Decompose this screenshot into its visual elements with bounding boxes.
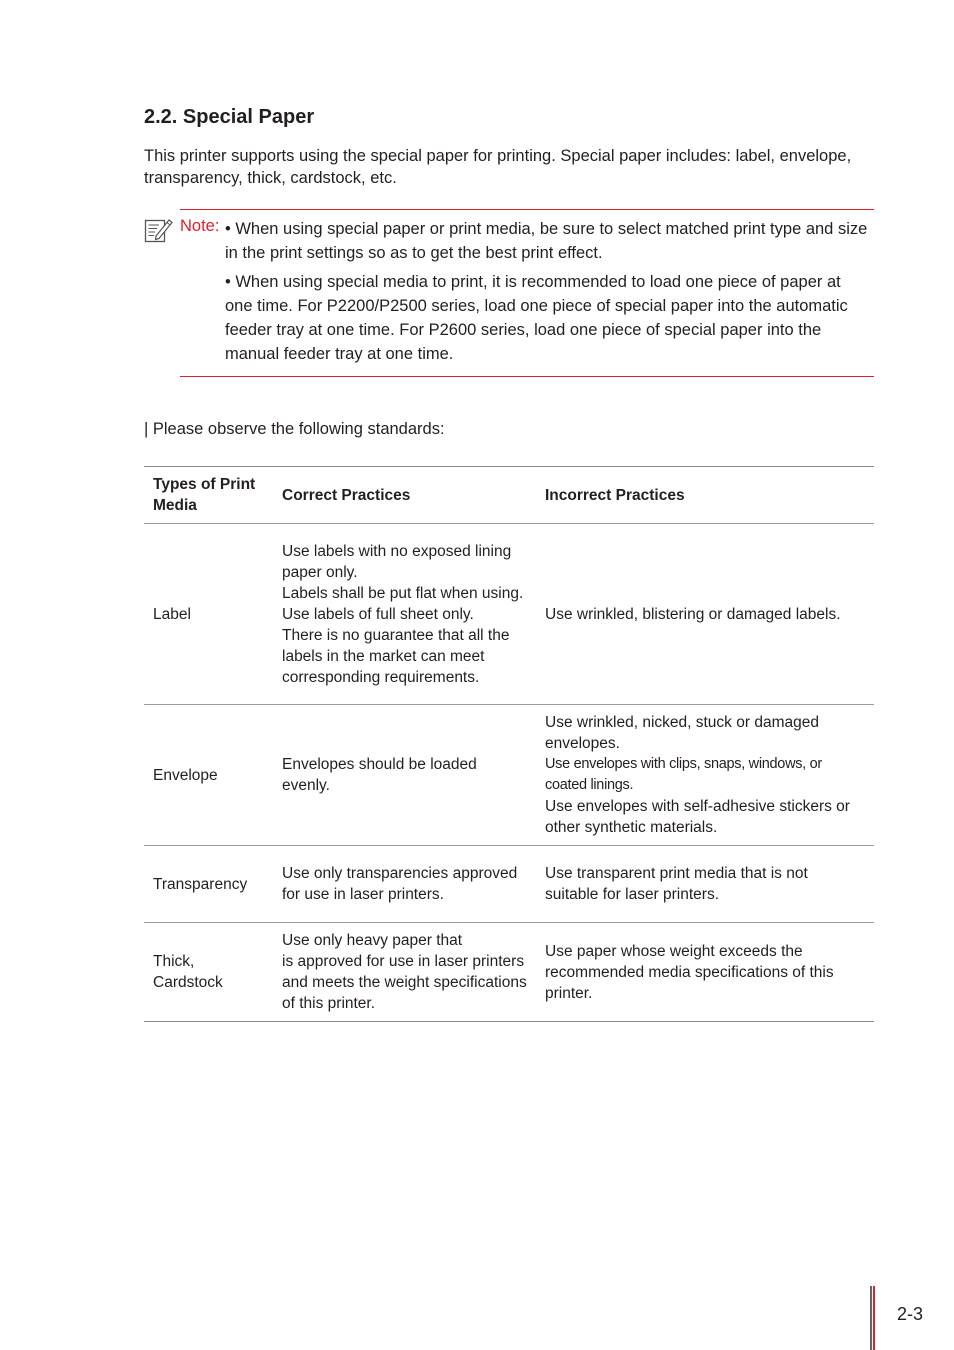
table-row xyxy=(144,846,874,923)
note-item: • When using special media to print, it is recommended to load one piece of paper at one time. For P2200/P2500 series, load one piece of special paper into the automatic feeder tray at one time. For P2600 series, load one piece of special paper into the manual feeder tray at one time. xyxy=(225,273,848,363)
intro-paragraph: This printer supports using the special paper for printing. Special paper includes: label, envelope, transparency, thick, cardstock, etc. xyxy=(144,147,852,187)
cell-line: Use transparent print media that is not suitable for laser printers. xyxy=(545,865,808,903)
incorrect-cell xyxy=(536,923,874,1022)
media-type-cell: Transparency xyxy=(144,846,273,923)
note-bottom-divider xyxy=(180,376,874,377)
cell-line: Use wrinkled, nicked, stuck or damaged envelopes. xyxy=(545,714,819,752)
standards-intro: | Please observe the following standards: xyxy=(144,420,445,438)
media-type-cell: Thick, Cardstock xyxy=(153,953,223,991)
cell-line: is approved for use in laser printers and meets the weight specifications of this printer. xyxy=(282,953,527,1012)
table-row xyxy=(144,524,874,705)
incorrect-cell xyxy=(536,524,874,705)
correct-cell xyxy=(273,846,536,923)
cell-line: Use paper whose weight exceeds the recommended media specifications of this printer. xyxy=(545,942,834,1002)
correct-cell xyxy=(273,923,536,1022)
cell-line: Labels shall be put flat when using. xyxy=(282,584,524,602)
media-standards-table xyxy=(144,466,874,1022)
header-media-type: Types of Print Media xyxy=(144,467,273,524)
footer-rule-red xyxy=(873,1286,875,1350)
media-type-cell: Label xyxy=(144,524,273,705)
table-header-row xyxy=(144,467,874,524)
cell-line: Use labels with no exposed lining paper only. xyxy=(282,542,512,581)
correct-cell xyxy=(273,705,536,846)
header-correct: Correct Practices xyxy=(273,467,536,524)
note-item: • When using special paper or print media, be sure to select matched print type and size in the print settings so as to get the best print effect. xyxy=(225,220,868,262)
cell-line: Use envelopes with clips, snaps, windows, or coated linings. xyxy=(545,756,822,793)
cell-line: Use only transparencies approved for use in laser printers. xyxy=(282,865,518,903)
cell-line: Use only heavy paper that xyxy=(282,932,463,949)
incorrect-cell xyxy=(536,705,874,846)
page-number: 2-3 xyxy=(897,1304,924,1324)
note-pencil-icon xyxy=(144,216,174,244)
note-label: Note: xyxy=(180,217,220,235)
cell-line: Use envelopes with self-adhesive stickers or other synthetic materials. xyxy=(545,798,850,836)
table-row xyxy=(144,923,874,1022)
media-type-cell: Envelope xyxy=(144,705,273,846)
cell-line: Use labels of full sheet only. xyxy=(282,605,474,623)
section-heading: 2.2. Special Paper xyxy=(144,106,315,128)
correct-cell xyxy=(273,524,536,705)
cell-line: There is no guarantee that all the labels in the market can meet corresponding requirements. xyxy=(282,626,510,686)
incorrect-cell xyxy=(536,846,874,923)
note-top-divider xyxy=(180,209,874,210)
cell-line: Envelopes should be loaded evenly. xyxy=(282,756,477,794)
header-incorrect: Incorrect Practices xyxy=(536,467,874,524)
table-row xyxy=(144,705,874,846)
cell-line: Use wrinkled, blistering or damaged labels. xyxy=(545,605,841,623)
footer-rule-grey xyxy=(870,1286,872,1350)
note-body xyxy=(225,217,870,371)
